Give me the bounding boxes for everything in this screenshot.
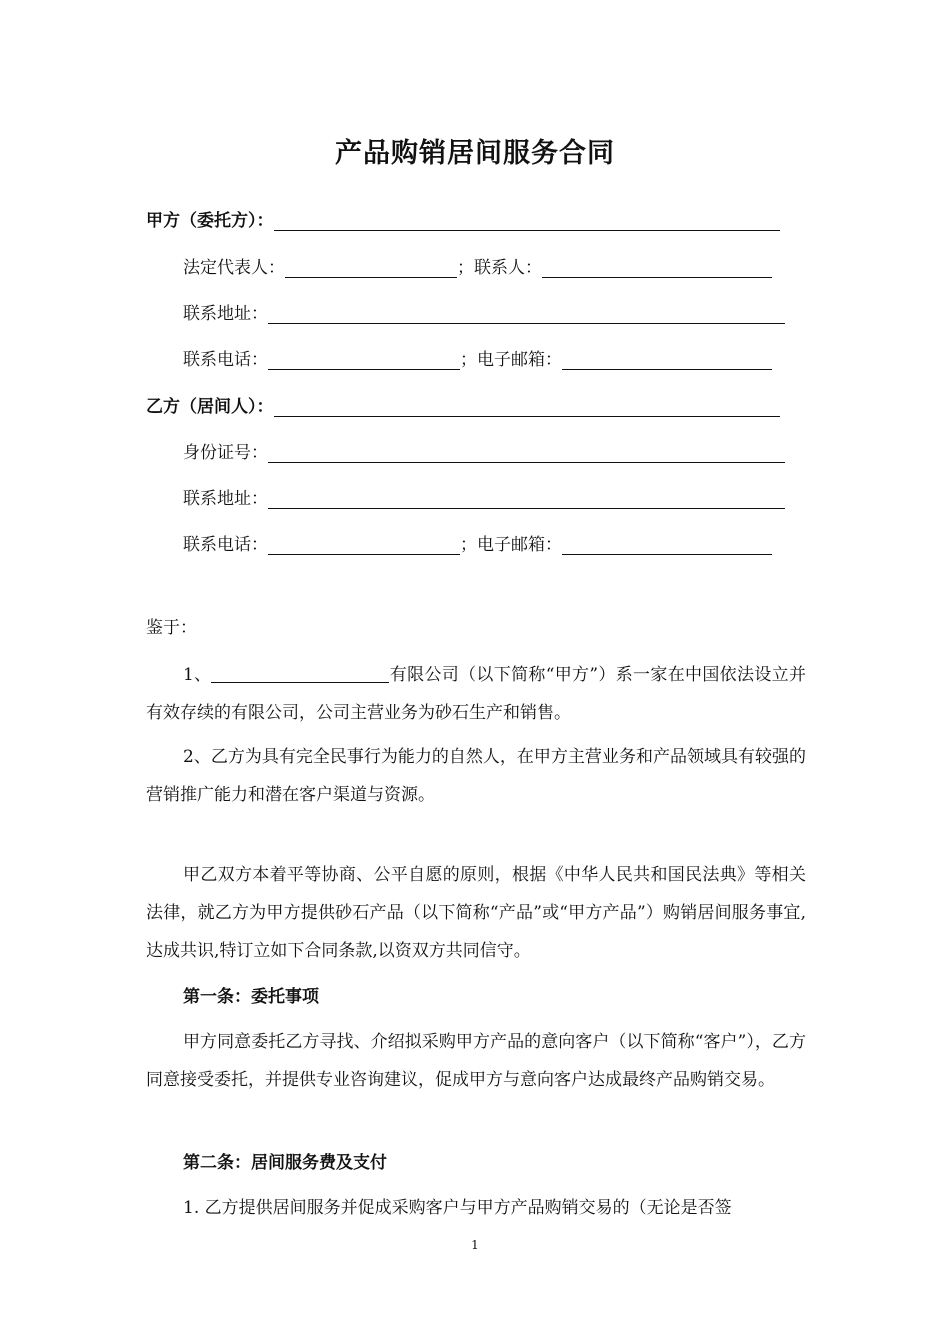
address-label: 联系地址： [183, 489, 268, 509]
id-number-blank[interactable] [268, 440, 785, 463]
article-2-heading: 第二条：居间服务费及支付 [183, 1153, 387, 1173]
article-1-heading: 第一条：委托事项 [183, 987, 319, 1007]
party-b-heading: 乙方（居间人）： [146, 397, 274, 417]
email-label: 电子邮箱： [477, 535, 562, 555]
party-b-line [146, 392, 780, 422]
party-b-name-blank[interactable] [274, 394, 780, 417]
party-b-phone-blank[interactable] [268, 532, 460, 555]
phone-label: 联系电话： [183, 535, 268, 555]
email-label: 电子邮箱： [477, 350, 562, 370]
whereas-item-1 [146, 656, 806, 732]
party-b-id-line [183, 438, 785, 468]
party-b-address-blank[interactable] [268, 486, 785, 509]
preamble-paragraph: 甲乙双方本着平等协商、公平自愿的原则，根据《中华人民共和国民法典》等相关法律，就乙方为甲方提供砂石产品（以下简称“产品”或“甲方产品”）购销居间服务事宜,达成共识,特订立如下合同条款,以资双方共同信守。 [146, 865, 806, 961]
whereas-item-1-text: 有限公司（以下简称“甲方”）系一家在中国依法设立并有效存续的有限公司，公司主营业务为砂石生产和销售。 [146, 665, 806, 723]
contact-person-blank[interactable] [542, 255, 772, 278]
item-number: 1、 [183, 665, 212, 685]
contact-person-label: 联系人： [474, 258, 542, 278]
party-b-address-line [183, 484, 785, 514]
party-b-phone-line [183, 530, 772, 560]
document-title: 产品购销居间服务合同 [335, 138, 615, 169]
id-number-label: 身份证号： [183, 443, 268, 463]
party-b-email-blank[interactable] [562, 532, 772, 555]
party-a-address-blank[interactable] [268, 301, 785, 324]
whereas-item-2: 2、乙方为具有完全民事行为能力的自然人，在甲方主营业务和产品领域具有较强的营销推广能力和潜在客户渠道与资源。 [146, 747, 806, 805]
article-2-text: 1. 乙方提供居间服务并促成采购客户与甲方产品购销交易的（无论是否签 [183, 1198, 732, 1218]
page-number: 1 [471, 1238, 479, 1252]
separator: ； [457, 258, 474, 278]
party-a-rep-line [183, 253, 772, 283]
separator: ； [460, 535, 477, 555]
phone-label: 联系电话： [183, 350, 268, 370]
address-label: 联系地址： [183, 304, 268, 324]
party-a-phone-line [183, 345, 772, 375]
legal-rep-label: 法定代表人： [183, 258, 285, 278]
separator: ； [460, 350, 477, 370]
party-a-heading: 甲方（委托方）： [146, 211, 274, 231]
legal-rep-blank[interactable] [285, 255, 457, 278]
company-name-blank[interactable] [211, 662, 389, 683]
party-a-phone-blank[interactable] [268, 347, 460, 370]
whereas-heading: 鉴于： [146, 618, 197, 638]
article-1-text: 甲方同意委托乙方寻找、介绍拟采购甲方产品的意向客户（以下简称“客户”），乙方同意接受委托，并提供专业咨询建议，促成甲方与意向客户达成最终产品购销交易。 [146, 1032, 806, 1090]
party-a-email-blank[interactable] [562, 347, 772, 370]
party-a-name-blank[interactable] [274, 208, 780, 231]
party-a-line [146, 206, 780, 236]
party-a-address-line [183, 299, 785, 329]
